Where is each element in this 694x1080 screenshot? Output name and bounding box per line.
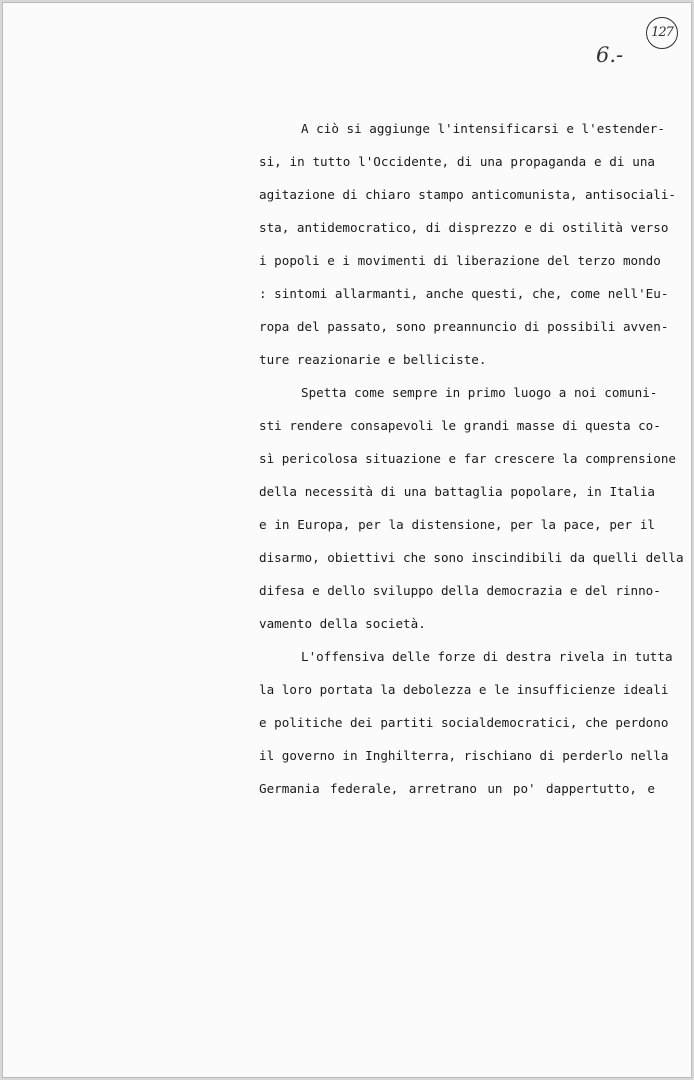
text-line: agitazione di chiaro stampo anticomunista, antisociali-	[259, 187, 677, 202]
text-line: la loro portata la debolezza e le insufficienze ideali	[259, 682, 669, 697]
text-line: si, in tutto l'Occidente, di una propaganda e di una	[259, 154, 655, 169]
text-line: vamento della società.	[259, 616, 426, 631]
text-line: : sintomi allarmanti, anche questi, che, come nell'Eu-	[259, 286, 669, 301]
text-line: sti rendere consapevoli le grandi masse di questa co-	[259, 418, 661, 433]
text-line: sì pericolosa situazione e far crescere la comprensione	[259, 451, 677, 466]
text-line: il governo in Inghilterra, rischiano di perderlo nella	[259, 748, 669, 763]
document-page	[2, 2, 692, 1078]
text-line: difesa e dello sviluppo della democrazia e del rinno-	[259, 583, 661, 598]
text-line: e politiche dei partiti socialdemocratici, che perdono	[259, 715, 669, 730]
text-line: ture reazionarie e belliciste.	[259, 352, 487, 367]
text-line: A ciò si aggiunge l'intensificarsi e l'estender-	[301, 121, 665, 136]
text-line: Germania federale, arretrano un po' dappertutto, e	[259, 781, 655, 796]
text-line: e in Europa, per la distensione, per la pace, per il	[259, 517, 655, 532]
text-line: disarmo, obiettivi che sono inscindibili da quelli della	[259, 550, 684, 565]
text-line: ropa del passato, sono preannuncio di possibili avven-	[259, 319, 669, 334]
page-number: 6.-	[596, 43, 624, 67]
text-line: della necessità di una battaglia popolare, in Italia	[259, 484, 655, 499]
text-line: L'offensiva delle forze di destra rivela in tutta	[301, 649, 673, 664]
text-line: Spetta come sempre in primo luogo a noi comuni-	[301, 385, 658, 400]
text-line: i popoli e i movimenti di liberazione del terzo mondo	[259, 253, 661, 268]
text-line: sta, antidemocratico, di disprezzo e di ostilità verso	[259, 220, 669, 235]
archive-stamp: 127	[646, 17, 678, 49]
